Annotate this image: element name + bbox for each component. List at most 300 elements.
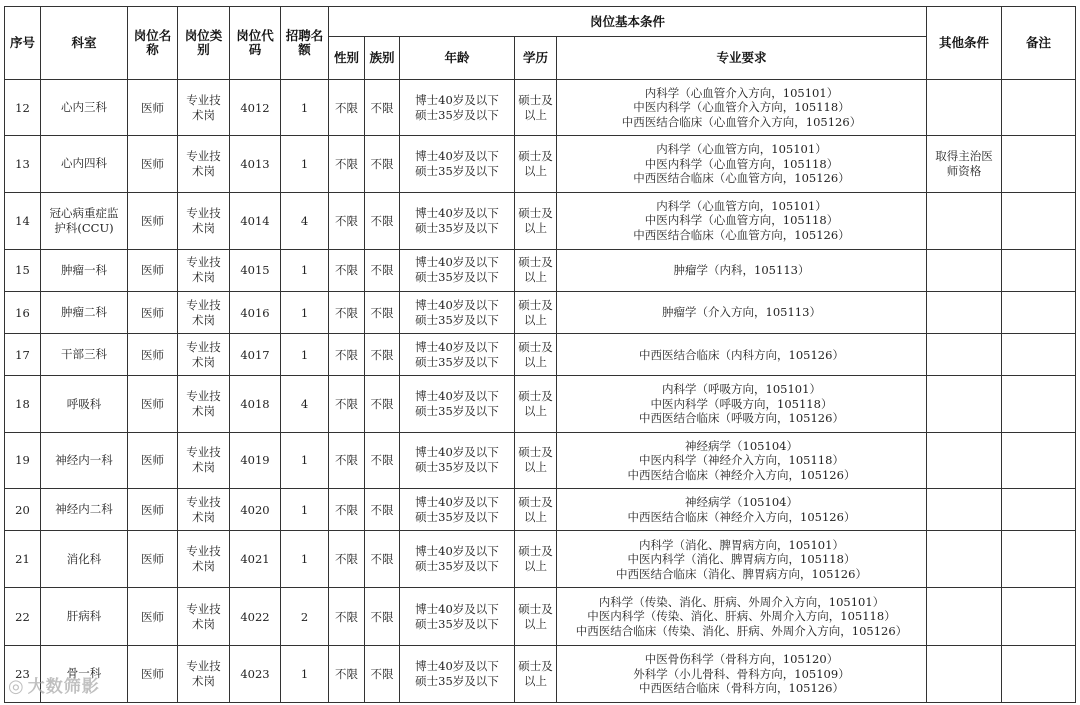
cell-major-line: 中西医结合临床（心血管方向，105126） — [633, 227, 850, 242]
cell-remark — [1002, 588, 1076, 645]
cell-remark — [1002, 136, 1076, 192]
cell-major-line: 中西医结合临床（心血管方向，105126） — [633, 171, 850, 186]
cell-other — [927, 531, 1002, 588]
cell-post-name: 医师 — [128, 334, 178, 376]
cell-education-line: 以上 — [524, 509, 547, 524]
table-row — [5, 80, 1076, 136]
table-row — [5, 432, 1076, 488]
cell-other — [927, 588, 1002, 645]
table-body — [5, 80, 1076, 703]
cell-code: 4014 — [230, 192, 281, 249]
cell-major — [557, 334, 927, 376]
cell-post-type — [178, 192, 230, 249]
cell-major-line: 中医骨伤科学（骨科方向，105120） — [644, 652, 839, 667]
cell-quota: 4 — [281, 376, 329, 432]
cell-post-type — [178, 432, 230, 488]
table-row — [5, 249, 1076, 291]
cell-post-type — [178, 531, 230, 588]
cell-post-type-line: 专业技 — [186, 148, 221, 163]
cell-major-line: 中西医结合临床（神经介入方向，105126） — [627, 509, 856, 524]
cell-seq: 16 — [5, 292, 41, 334]
cell-major-line: 中医内科学（消化、脾胃病方向，105118） — [627, 552, 856, 567]
cell-post-type — [178, 588, 230, 645]
cell-major-line: 中医内科学（神经介入方向，105118） — [639, 453, 844, 468]
cell-age-line: 博士40岁及以下 — [415, 494, 499, 509]
cell-other — [927, 292, 1002, 334]
cell-education-line: 以上 — [524, 559, 547, 574]
cell-post-type-line: 术岗 — [192, 616, 215, 631]
cell-post-type — [178, 292, 230, 334]
cell-code: 4021 — [230, 531, 281, 588]
cell-seq: 23 — [5, 645, 41, 702]
cell-dept — [41, 588, 128, 645]
table-header — [5, 7, 1076, 80]
cell-other — [927, 80, 1002, 136]
cell-major — [557, 249, 927, 291]
cell-age — [400, 292, 515, 334]
cell-age — [400, 376, 515, 432]
cell-major-line: 中西医结合临床（骨科方向，105126） — [639, 681, 844, 696]
cell-major-line: 中医内科学（传染、消化、肝病、外周介入方向，105118） — [587, 609, 896, 624]
cell-dept-line: 骨一科 — [66, 666, 102, 681]
cell-age-line: 博士40岁及以下 — [415, 92, 499, 107]
cell-dept-line: 神经内二科 — [55, 502, 113, 517]
cell-dept-line: 心内三科 — [61, 100, 107, 115]
cell-major-line: 神经病学（105104） — [685, 495, 798, 510]
cell-quota: 4 — [281, 192, 329, 249]
cell-education-line: 以上 — [524, 404, 547, 419]
cell-age-line: 博士40岁及以下 — [415, 445, 499, 460]
cell-other-line: 取得主治医 — [935, 148, 993, 163]
cell-post-type — [178, 376, 230, 432]
cell-post-type-line: 术岗 — [192, 163, 215, 178]
cell-post-type — [178, 136, 230, 192]
cell-age-line: 硕士35岁及以下 — [415, 270, 499, 285]
cell-education-line: 以上 — [524, 107, 547, 122]
header-quota: 招聘名额 — [281, 7, 329, 80]
cell-quota: 1 — [281, 531, 329, 588]
cell-gender: 不限 — [329, 334, 365, 376]
cell-education — [515, 292, 557, 334]
cell-education-line: 硕士及 — [518, 389, 553, 404]
cell-education — [515, 488, 557, 530]
cell-seq: 19 — [5, 432, 41, 488]
cell-remark — [1002, 645, 1076, 702]
cell-education-line: 以上 — [524, 460, 547, 475]
cell-seq: 18 — [5, 376, 41, 432]
cell-post-type-line: 术岗 — [192, 220, 215, 235]
cell-age — [400, 488, 515, 530]
cell-post-type — [178, 645, 230, 702]
cell-dept — [41, 192, 128, 249]
cell-dept — [41, 531, 128, 588]
cell-post-type-line: 专业技 — [186, 389, 221, 404]
cell-education-line: 以上 — [524, 354, 547, 369]
cell-age-line: 硕士35岁及以下 — [415, 107, 499, 122]
table-row — [5, 531, 1076, 588]
cell-education — [515, 334, 557, 376]
cell-age-line: 硕士35岁及以下 — [415, 404, 499, 419]
cell-post-name: 医师 — [128, 136, 178, 192]
cell-gender: 不限 — [329, 292, 365, 334]
cell-gender: 不限 — [329, 531, 365, 588]
cell-dept — [41, 432, 128, 488]
table-row — [5, 488, 1076, 530]
cell-age-line: 硕士35岁及以下 — [415, 509, 499, 524]
cell-age-line: 硕士35岁及以下 — [415, 559, 499, 574]
cell-age-line: 博士40岁及以下 — [415, 255, 499, 270]
cell-age-line: 博士40岁及以下 — [415, 339, 499, 354]
cell-major-line: 内科学（心血管介入方向，105101） — [644, 85, 839, 100]
cell-gender: 不限 — [329, 80, 365, 136]
table-row — [5, 376, 1076, 432]
cell-education — [515, 588, 557, 645]
cell-other — [927, 136, 1002, 192]
cell-education-line: 硕士及 — [518, 339, 553, 354]
table-row — [5, 292, 1076, 334]
header-education: 学历 — [515, 37, 557, 80]
cell-post-type — [178, 80, 230, 136]
cell-code: 4018 — [230, 376, 281, 432]
cell-code: 4013 — [230, 136, 281, 192]
cell-dept-line: 肿瘤一科 — [61, 262, 107, 277]
cell-dept — [41, 80, 128, 136]
header-major: 专业要求 — [557, 37, 927, 80]
recruitment-table — [4, 6, 1076, 703]
cell-gender: 不限 — [329, 588, 365, 645]
cell-post-type-line: 术岗 — [192, 107, 215, 122]
cell-post-name: 医师 — [128, 80, 178, 136]
cell-education — [515, 645, 557, 702]
cell-code: 4015 — [230, 249, 281, 291]
header-post-name: 岗位名称 — [128, 7, 178, 80]
cell-major — [557, 488, 927, 530]
cell-major — [557, 645, 927, 702]
cell-major — [557, 531, 927, 588]
cell-post-name: 医师 — [128, 292, 178, 334]
cell-gender: 不限 — [329, 645, 365, 702]
cell-major — [557, 432, 927, 488]
cell-ethnicity: 不限 — [365, 292, 400, 334]
cell-post-type-line: 术岗 — [192, 404, 215, 419]
cell-major-line: 中西医结合临床（内科方向，105126） — [639, 347, 844, 362]
cell-post-type-line: 专业技 — [186, 339, 221, 354]
cell-dept — [41, 136, 128, 192]
cell-major-line: 内科学（传染、消化、肝病、外周介入方向，105101） — [598, 594, 885, 609]
cell-other — [927, 192, 1002, 249]
cell-age-line: 硕士35岁及以下 — [415, 673, 499, 688]
cell-post-type — [178, 249, 230, 291]
cell-ethnicity: 不限 — [365, 249, 400, 291]
cell-education-line: 硕士及 — [518, 601, 553, 616]
cell-ethnicity: 不限 — [365, 645, 400, 702]
cell-age-line: 博士40岁及以下 — [415, 658, 499, 673]
camera-icon: ◎ — [8, 676, 25, 697]
cell-education-line: 硕士及 — [518, 92, 553, 107]
cell-ethnicity: 不限 — [365, 192, 400, 249]
cell-remark — [1002, 249, 1076, 291]
cell-code: 4020 — [230, 488, 281, 530]
cell-major-line: 中医内科学（心血管介入方向，105118） — [633, 100, 850, 115]
cell-quota: 1 — [281, 334, 329, 376]
cell-gender: 不限 — [329, 376, 365, 432]
cell-code: 4012 — [230, 80, 281, 136]
cell-gender: 不限 — [329, 192, 365, 249]
cell-age — [400, 432, 515, 488]
cell-education-line: 硕士及 — [518, 544, 553, 559]
header-remark: 备注 — [1002, 7, 1076, 80]
cell-age — [400, 80, 515, 136]
cell-seq: 12 — [5, 80, 41, 136]
cell-major-line: 中西医结合临床（消化、脾胃病方向，105126） — [616, 566, 867, 581]
cell-post-type-line: 术岗 — [192, 559, 215, 574]
cell-remark — [1002, 80, 1076, 136]
cell-age — [400, 588, 515, 645]
cell-education — [515, 192, 557, 249]
cell-quota: 1 — [281, 645, 329, 702]
cell-quota: 1 — [281, 249, 329, 291]
cell-major-line: 内科学（呼吸方向，105101） — [662, 382, 821, 397]
cell-education-line: 硕士及 — [518, 255, 553, 270]
cell-gender: 不限 — [329, 432, 365, 488]
cell-age-line: 博士40岁及以下 — [415, 389, 499, 404]
cell-major — [557, 376, 927, 432]
cell-quota: 1 — [281, 432, 329, 488]
cell-age-line: 硕士35岁及以下 — [415, 616, 499, 631]
cell-age — [400, 334, 515, 376]
cell-seq: 15 — [5, 249, 41, 291]
cell-education-line: 硕士及 — [518, 205, 553, 220]
cell-post-type-line: 专业技 — [186, 544, 221, 559]
cell-post-type-line: 专业技 — [186, 205, 221, 220]
cell-other — [927, 432, 1002, 488]
cell-major-line: 中西医结合临床（传染、消化、肝病、外周介入方向，105126） — [575, 623, 908, 638]
cell-major-line: 肿瘤学（内科，105113） — [673, 263, 810, 278]
cell-dept-line: 护科(CCU) — [54, 220, 114, 235]
cell-code: 4016 — [230, 292, 281, 334]
cell-education-line: 硕士及 — [518, 658, 553, 673]
cell-education — [515, 432, 557, 488]
cell-major-line: 中医内科学（心血管方向，105118） — [644, 156, 839, 171]
header-gender: 性别 — [329, 37, 365, 80]
cell-seq: 21 — [5, 531, 41, 588]
cell-major — [557, 588, 927, 645]
header-seq: 序号 — [5, 7, 41, 80]
cell-quota: 1 — [281, 80, 329, 136]
cell-other-line: 师资格 — [946, 163, 982, 178]
cell-dept-line: 冠心病重症监 — [49, 205, 119, 220]
cell-post-type-line: 术岗 — [192, 509, 215, 524]
cell-quota: 1 — [281, 136, 329, 192]
cell-post-type-line: 术岗 — [192, 270, 215, 285]
cell-code: 4019 — [230, 432, 281, 488]
cell-post-type-line: 术岗 — [192, 312, 215, 327]
cell-dept-line: 呼吸科 — [66, 396, 102, 411]
cell-seq: 17 — [5, 334, 41, 376]
cell-remark — [1002, 334, 1076, 376]
cell-post-type-line: 专业技 — [186, 297, 221, 312]
cell-post-type — [178, 334, 230, 376]
cell-post-type-line: 专业技 — [186, 255, 221, 270]
cell-major — [557, 80, 927, 136]
cell-education — [515, 249, 557, 291]
cell-age-line: 博士40岁及以下 — [415, 544, 499, 559]
cell-major — [557, 192, 927, 249]
cell-post-type-line: 专业技 — [186, 92, 221, 107]
cell-dept — [41, 292, 128, 334]
cell-remark — [1002, 488, 1076, 530]
cell-post-name: 医师 — [128, 531, 178, 588]
cell-education-line: 硕士及 — [518, 445, 553, 460]
cell-gender: 不限 — [329, 488, 365, 530]
cell-post-type-line: 专业技 — [186, 494, 221, 509]
cell-education-line: 以上 — [524, 270, 547, 285]
table-row — [5, 588, 1076, 645]
cell-post-type-line: 术岗 — [192, 354, 215, 369]
table-row — [5, 645, 1076, 702]
cell-remark — [1002, 376, 1076, 432]
cell-other — [927, 488, 1002, 530]
cell-quota: 1 — [281, 292, 329, 334]
cell-education — [515, 531, 557, 588]
cell-seq: 22 — [5, 588, 41, 645]
cell-post-type — [178, 488, 230, 530]
cell-gender: 不限 — [329, 249, 365, 291]
cell-dept-line: 心内四科 — [61, 156, 107, 171]
cell-other — [927, 249, 1002, 291]
cell-age — [400, 136, 515, 192]
cell-age-line: 硕士35岁及以下 — [415, 312, 499, 327]
cell-education — [515, 376, 557, 432]
cell-dept — [41, 334, 128, 376]
cell-major — [557, 136, 927, 192]
cell-age — [400, 645, 515, 702]
cell-code: 4017 — [230, 334, 281, 376]
header-ethnicity: 族别 — [365, 37, 400, 80]
cell-major-line: 外科学（小儿骨科、骨科方向，105109） — [633, 666, 850, 681]
cell-education-line: 以上 — [524, 312, 547, 327]
cell-post-type-line: 专业技 — [186, 445, 221, 460]
cell-age-line: 硕士35岁及以下 — [415, 220, 499, 235]
cell-seq: 20 — [5, 488, 41, 530]
cell-education-line: 硕士及 — [518, 148, 553, 163]
cell-post-type-line: 专业技 — [186, 601, 221, 616]
cell-other — [927, 334, 1002, 376]
cell-ethnicity: 不限 — [365, 432, 400, 488]
cell-major-line: 中西医结合临床（神经介入方向，105126） — [627, 467, 856, 482]
cell-dept-line: 消化科 — [66, 551, 102, 566]
cell-ethnicity: 不限 — [365, 531, 400, 588]
cell-remark — [1002, 192, 1076, 249]
cell-age-line: 博士40岁及以下 — [415, 148, 499, 163]
cell-post-name: 医师 — [128, 249, 178, 291]
cell-dept — [41, 488, 128, 530]
cell-post-name: 医师 — [128, 645, 178, 702]
cell-major-line: 中西医结合临床（心血管介入方向，105126） — [621, 114, 862, 129]
cell-post-name: 医师 — [128, 192, 178, 249]
cell-post-name: 医师 — [128, 588, 178, 645]
cell-gender: 不限 — [329, 136, 365, 192]
header-post-type: 岗位类别 — [178, 7, 230, 80]
cell-major-line: 中医内科学（心血管方向，105118） — [644, 213, 839, 228]
cell-education — [515, 80, 557, 136]
cell-education-line: 硕士及 — [518, 297, 553, 312]
cell-dept — [41, 249, 128, 291]
cell-post-type-line: 术岗 — [192, 673, 215, 688]
cell-age-line: 硕士35岁及以下 — [415, 163, 499, 178]
cell-ethnicity: 不限 — [365, 588, 400, 645]
cell-education-line: 以上 — [524, 220, 547, 235]
cell-major-line: 神经病学（105104） — [685, 438, 798, 453]
cell-age-line: 硕士35岁及以下 — [415, 460, 499, 475]
cell-dept-line: 肝病科 — [66, 609, 102, 624]
cell-ethnicity: 不限 — [365, 488, 400, 530]
watermark-text: 大数筛影 — [27, 677, 100, 697]
cell-post-type-line: 术岗 — [192, 460, 215, 475]
cell-seq: 13 — [5, 136, 41, 192]
header-other: 其他条件 — [927, 7, 1002, 80]
cell-post-type-line: 专业技 — [186, 658, 221, 673]
cell-post-name: 医师 — [128, 488, 178, 530]
cell-major-line: 内科学（心血管方向，105101） — [656, 198, 827, 213]
cell-seq: 14 — [5, 192, 41, 249]
cell-dept — [41, 376, 128, 432]
cell-major-line: 中西医结合临床（呼吸方向，105126） — [639, 411, 844, 426]
cell-ethnicity: 不限 — [365, 136, 400, 192]
cell-code: 4022 — [230, 588, 281, 645]
cell-quota: 1 — [281, 488, 329, 530]
cell-age-line: 博士40岁及以下 — [415, 297, 499, 312]
cell-major — [557, 292, 927, 334]
cell-other — [927, 376, 1002, 432]
cell-age-line: 博士40岁及以下 — [415, 601, 499, 616]
cell-other — [927, 645, 1002, 702]
cell-dept-line: 干部三科 — [61, 347, 107, 362]
cell-remark — [1002, 432, 1076, 488]
table-row — [5, 192, 1076, 249]
cell-ethnicity: 不限 — [365, 334, 400, 376]
cell-education-line: 硕士及 — [518, 494, 553, 509]
header-post-code: 岗位代码 — [230, 7, 281, 80]
header-basic-group: 岗位基本条件 — [329, 7, 927, 37]
cell-dept-line: 神经内一科 — [55, 452, 113, 467]
cell-age-line: 博士40岁及以下 — [415, 205, 499, 220]
cell-remark — [1002, 531, 1076, 588]
cell-age-line: 硕士35岁及以下 — [415, 354, 499, 369]
cell-education-line: 以上 — [524, 163, 547, 178]
header-age: 年龄 — [400, 37, 515, 80]
cell-post-name: 医师 — [128, 376, 178, 432]
cell-dept-line: 肿瘤二科 — [61, 305, 107, 320]
cell-age — [400, 531, 515, 588]
cell-remark — [1002, 292, 1076, 334]
table-row — [5, 136, 1076, 192]
table-row — [5, 334, 1076, 376]
cell-education-line: 以上 — [524, 616, 547, 631]
cell-education-line: 以上 — [524, 673, 547, 688]
cell-education — [515, 136, 557, 192]
cell-major-line: 肿瘤学（介入方向，105113） — [662, 305, 821, 320]
header-dept: 科室 — [41, 7, 128, 80]
cell-major-line: 内科学（消化、脾胃病方向，105101） — [639, 537, 844, 552]
cell-major-line: 内科学（心血管方向，105101） — [656, 142, 827, 157]
cell-age — [400, 192, 515, 249]
cell-code: 4023 — [230, 645, 281, 702]
cell-ethnicity: 不限 — [365, 376, 400, 432]
cell-post-name: 医师 — [128, 432, 178, 488]
cell-major-line: 中医内科学（呼吸方向，105118） — [650, 396, 833, 411]
watermark — [8, 672, 100, 697]
